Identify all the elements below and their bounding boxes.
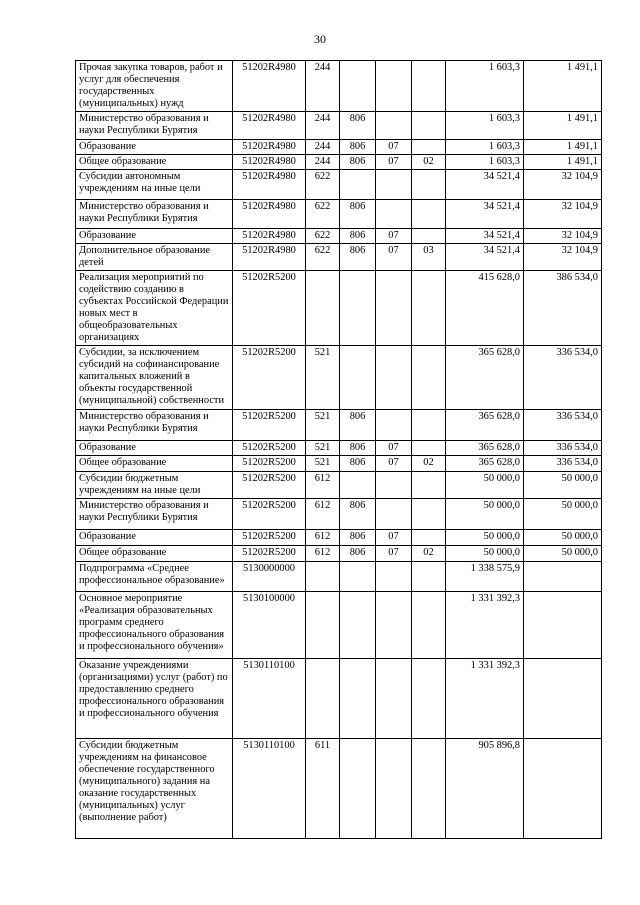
cell-amt1: 365 628,0	[446, 441, 524, 456]
cell-amt2: 336 534,0	[524, 410, 602, 441]
cell-prz	[412, 410, 446, 441]
cell-rz	[376, 170, 412, 200]
cell-csr: 51202R5200	[233, 499, 306, 530]
cell-amt1: 50 000,0	[446, 530, 524, 546]
cell-prz	[412, 140, 446, 155]
cell-min	[340, 170, 376, 200]
cell-csr: 51202R5200	[233, 530, 306, 546]
cell-rz: 07	[376, 456, 412, 472]
cell-csr: 51202R4980	[233, 61, 306, 112]
cell-amt2: 32 104,9	[524, 170, 602, 200]
cell-min: 806	[340, 229, 376, 244]
cell-vr: 622	[306, 170, 340, 200]
cell-name: Образование	[76, 530, 233, 546]
cell-amt2: 50 000,0	[524, 499, 602, 530]
cell-csr: 5130110100	[233, 739, 306, 839]
cell-amt2	[524, 739, 602, 839]
cell-min: 806	[340, 244, 376, 271]
cell-prz	[412, 229, 446, 244]
cell-rz	[376, 271, 412, 346]
cell-amt2: 386 534,0	[524, 271, 602, 346]
cell-prz: 02	[412, 456, 446, 472]
cell-csr: 51202R4980	[233, 229, 306, 244]
table-row	[76, 244, 602, 271]
table-row	[76, 562, 602, 592]
cell-amt2: 336 534,0	[524, 441, 602, 456]
cell-amt1: 50 000,0	[446, 499, 524, 530]
cell-amt1: 365 628,0	[446, 456, 524, 472]
cell-prz	[412, 530, 446, 546]
cell-prz	[412, 562, 446, 592]
table-row	[76, 499, 602, 530]
cell-csr: 51202R5200	[233, 271, 306, 346]
cell-amt1: 1 331 392,3	[446, 592, 524, 659]
cell-min	[340, 346, 376, 410]
cell-min: 806	[340, 155, 376, 170]
table-row	[76, 530, 602, 546]
cell-csr: 51202R4980	[233, 155, 306, 170]
cell-amt1: 34 521,4	[446, 229, 524, 244]
cell-amt2: 336 534,0	[524, 456, 602, 472]
cell-csr: 5130000000	[233, 562, 306, 592]
cell-min: 806	[340, 546, 376, 562]
table-row	[76, 472, 602, 499]
cell-vr: 611	[306, 739, 340, 839]
table-row	[76, 546, 602, 562]
cell-amt1: 34 521,4	[446, 200, 524, 229]
cell-amt1: 34 521,4	[446, 244, 524, 271]
cell-prz	[412, 592, 446, 659]
cell-vr: 622	[306, 244, 340, 271]
table-row	[76, 456, 602, 472]
cell-vr: 521	[306, 410, 340, 441]
cell-vr	[306, 659, 340, 739]
cell-amt2: 336 534,0	[524, 346, 602, 410]
cell-vr: 622	[306, 200, 340, 229]
table-row	[76, 592, 602, 659]
cell-name: Прочая закупка товаров, работ и услуг для обеспечения государственных (муниципальных) нужд	[76, 61, 233, 112]
cell-vr: 622	[306, 229, 340, 244]
cell-amt1: 365 628,0	[446, 410, 524, 441]
cell-prz	[412, 170, 446, 200]
cell-amt1: 1 603,3	[446, 155, 524, 170]
cell-amt2: 1 491,1	[524, 140, 602, 155]
table-row	[76, 659, 602, 739]
cell-vr: 612	[306, 530, 340, 546]
cell-csr: 51202R4980	[233, 170, 306, 200]
cell-name: Образование	[76, 441, 233, 456]
cell-csr: 51202R4980	[233, 244, 306, 271]
cell-amt2: 32 104,9	[524, 200, 602, 229]
cell-name: Общее образование	[76, 546, 233, 562]
cell-name: Общее образование	[76, 155, 233, 170]
cell-rz: 07	[376, 546, 412, 562]
table-row	[76, 61, 602, 112]
cell-min: 806	[340, 530, 376, 546]
cell-amt1: 365 628,0	[446, 346, 524, 410]
cell-vr: 244	[306, 155, 340, 170]
cell-name: Основное мероприятие «Реализация образовательных программ среднего профессионального образования и профессионального обучения»	[76, 592, 233, 659]
cell-prz	[412, 441, 446, 456]
cell-amt2: 50 000,0	[524, 472, 602, 499]
table-row	[76, 200, 602, 229]
cell-prz: 02	[412, 546, 446, 562]
cell-csr: 5130110100	[233, 659, 306, 739]
table-row	[76, 271, 602, 346]
table-row	[76, 441, 602, 456]
cell-amt1: 1 331 392,3	[446, 659, 524, 739]
cell-amt1: 905 896,8	[446, 739, 524, 839]
cell-min: 806	[340, 200, 376, 229]
cell-name: Субсидии, за исключением субсидий на софинансирование капитальных вложений в объекты государственной (муниципальной) собственности	[76, 346, 233, 410]
table-row	[76, 739, 602, 839]
cell-min	[340, 472, 376, 499]
budget-table	[75, 60, 602, 839]
cell-amt1: 1 338 575,9	[446, 562, 524, 592]
cell-name: Министерство образования и науки Республики Бурятия	[76, 499, 233, 530]
cell-name: Субсидии автономным учреждениям на иные цели	[76, 170, 233, 200]
cell-amt2: 32 104,9	[524, 244, 602, 271]
cell-amt1: 1 603,3	[446, 112, 524, 140]
cell-csr: 51202R4980	[233, 112, 306, 140]
cell-amt1: 1 603,3	[446, 61, 524, 112]
cell-min	[340, 739, 376, 839]
cell-name: Подпрограмма «Среднее профессиональное образование»	[76, 562, 233, 592]
cell-rz: 07	[376, 140, 412, 155]
cell-prz: 03	[412, 244, 446, 271]
cell-min	[340, 562, 376, 592]
cell-name: Образование	[76, 229, 233, 244]
cell-min	[340, 271, 376, 346]
cell-prz	[412, 472, 446, 499]
cell-name: Министерство образования и науки Республики Бурятия	[76, 112, 233, 140]
table-row	[76, 140, 602, 155]
page-number: 30	[314, 32, 326, 46]
cell-amt1: 50 000,0	[446, 546, 524, 562]
table-row	[76, 155, 602, 170]
cell-amt2	[524, 592, 602, 659]
table-row	[76, 410, 602, 441]
cell-vr	[306, 592, 340, 659]
cell-vr: 521	[306, 456, 340, 472]
cell-min: 806	[340, 441, 376, 456]
cell-name: Оказание учреждениями (организациями) услуг (работ) по предоставлению среднего профессионального образования и профессионального обучения	[76, 659, 233, 739]
cell-min: 806	[340, 140, 376, 155]
cell-name: Дополнительное образование детей	[76, 244, 233, 271]
cell-csr: 51202R5200	[233, 441, 306, 456]
cell-csr: 51202R5200	[233, 546, 306, 562]
cell-min	[340, 592, 376, 659]
cell-name: Министерство образования и науки Республики Бурятия	[76, 410, 233, 441]
cell-amt2: 50 000,0	[524, 530, 602, 546]
cell-min: 806	[340, 456, 376, 472]
cell-prz	[412, 61, 446, 112]
table-row	[76, 112, 602, 140]
cell-csr: 5130100000	[233, 592, 306, 659]
cell-csr: 51202R4980	[233, 200, 306, 229]
cell-csr: 51202R5200	[233, 346, 306, 410]
cell-amt2	[524, 562, 602, 592]
cell-min: 806	[340, 112, 376, 140]
cell-rz	[376, 659, 412, 739]
cell-rz: 07	[376, 441, 412, 456]
cell-name: Министерство образования и науки Республики Бурятия	[76, 200, 233, 229]
cell-rz	[376, 499, 412, 530]
cell-name: Субсидии бюджетным учреждениям на иные цели	[76, 472, 233, 499]
cell-amt2: 1 491,1	[524, 61, 602, 112]
table-row	[76, 346, 602, 410]
cell-csr: 51202R5200	[233, 410, 306, 441]
cell-min: 806	[340, 410, 376, 441]
cell-vr	[306, 271, 340, 346]
cell-rz: 07	[376, 155, 412, 170]
cell-rz	[376, 739, 412, 839]
cell-prz	[412, 739, 446, 839]
cell-name: Образование	[76, 140, 233, 155]
cell-prz	[412, 112, 446, 140]
cell-vr: 244	[306, 61, 340, 112]
cell-vr: 521	[306, 346, 340, 410]
cell-rz	[376, 61, 412, 112]
table-body	[76, 61, 602, 839]
cell-vr: 244	[306, 112, 340, 140]
cell-amt2: 50 000,0	[524, 546, 602, 562]
cell-rz	[376, 112, 412, 140]
cell-csr: 51202R5200	[233, 472, 306, 499]
cell-vr	[306, 562, 340, 592]
cell-vr: 612	[306, 472, 340, 499]
cell-rz	[376, 410, 412, 441]
cell-amt1: 50 000,0	[446, 472, 524, 499]
cell-vr: 612	[306, 499, 340, 530]
cell-amt2: 32 104,9	[524, 229, 602, 244]
cell-name: Общее образование	[76, 456, 233, 472]
cell-vr: 521	[306, 441, 340, 456]
cell-prz	[412, 346, 446, 410]
cell-amt1: 34 521,4	[446, 170, 524, 200]
table-row	[76, 229, 602, 244]
cell-csr: 51202R5200	[233, 456, 306, 472]
cell-amt1: 415 628,0	[446, 271, 524, 346]
table-row	[76, 170, 602, 200]
cell-prz	[412, 200, 446, 229]
cell-rz: 07	[376, 530, 412, 546]
cell-min	[340, 61, 376, 112]
cell-min	[340, 659, 376, 739]
cell-min: 806	[340, 499, 376, 530]
cell-csr: 51202R4980	[233, 140, 306, 155]
cell-name: Реализация мероприятий по содействию созданию в субъектах Российской Федерации новых мест в общеобразовательных организациях	[76, 271, 233, 346]
cell-rz: 07	[376, 229, 412, 244]
cell-rz	[376, 346, 412, 410]
cell-amt2: 1 491,1	[524, 112, 602, 140]
cell-prz	[412, 659, 446, 739]
cell-vr: 244	[306, 140, 340, 155]
cell-amt2: 1 491,1	[524, 155, 602, 170]
cell-amt2	[524, 659, 602, 739]
cell-name: Субсидии бюджетным учреждениям на финансовое обеспечение государственного (муниципального) задания на оказание государственных (муниципальных) услуг (выполнение работ)	[76, 739, 233, 839]
cell-vr: 612	[306, 546, 340, 562]
cell-rz	[376, 200, 412, 229]
cell-prz	[412, 271, 446, 346]
cell-prz: 02	[412, 155, 446, 170]
cell-rz	[376, 562, 412, 592]
cell-prz	[412, 499, 446, 530]
cell-rz	[376, 472, 412, 499]
cell-rz	[376, 592, 412, 659]
cell-amt1: 1 603,3	[446, 140, 524, 155]
cell-rz: 07	[376, 244, 412, 271]
